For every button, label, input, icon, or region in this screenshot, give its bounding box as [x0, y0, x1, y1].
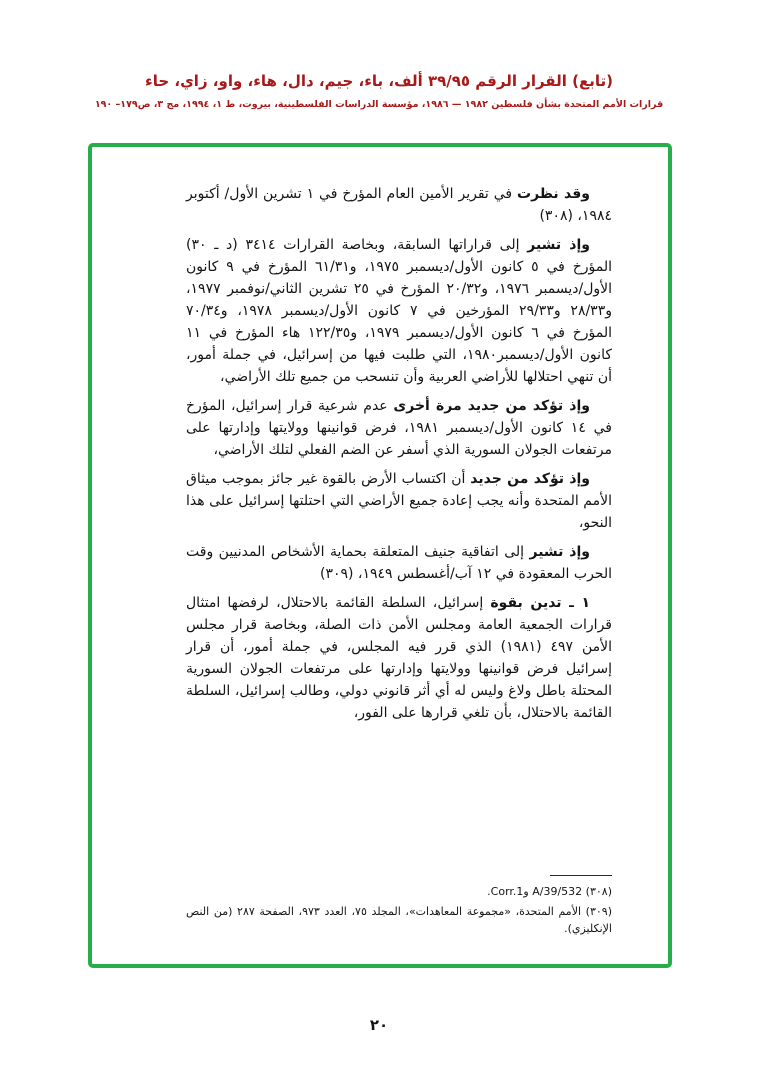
page-number: ٢٠: [369, 1016, 389, 1034]
paragraph-5-lead: وإذ تشير: [529, 544, 590, 560]
paragraph-1-text: في تقرير الأمين العام المؤرخ في ١ تشرين الأول/ أكتوبر ١٩٨٤، (٣٠٨): [186, 186, 612, 224]
paragraph-1: [186, 183, 612, 227]
paragraph-2-lead: وإذ تشير: [527, 237, 590, 253]
footnote-308: (٣٠٨) A/39/532 وCorr.1.: [487, 885, 612, 898]
paragraph-6-text: إسرائيل، السلطة القائمة بالاحتلال، لرفضها امتثال قرارات الجمعية العامة ومجلس الأمن ذات الصلة، وبخاصة قرار مجلس الأمن ٤٩٧ (١٩٨١) الذي قرر فيه المجلس، في جملة أمور، أن قرار إسرائيل فرض قوانينها وولايتها وإدارتها على مرتفعات الجولان السورية المحتلة باطل ولاغ وليس له أي أثر قانوني دولي، وطالب إسرائيل، السلطة القائمة بالاحتلال، بأن تلغي قرارها على الفور،: [186, 595, 612, 721]
paragraph-5-text: إلى اتفاقية جنيف المتعلقة بحماية الأشخاص المدنيين وقت الحرب المعقودة في ١٢ آب/أغسطس ١٩٤٩، (٣٠٩): [186, 544, 612, 582]
footnote-309: (٣٠٩) الأمم المتحدة، «مجموعة المعاهدات»، المجلد ٧٥، العدد ٩٧٣، الصفحة ٢٨٧ (من النص الإنكليزي).: [186, 905, 612, 935]
document-source-line: قرارات الأمم المتحدة بشأن فلسطين ١٩٨٢ — ١٩٨٦، مؤسسة الدراسات الفلسطينية، بيروت، ط ١، ١٩٩٤، مج ٣، ص١٧٩– ١٩٠: [94, 99, 664, 110]
paragraph-2-text: إلى قراراتها السابقة، وبخاصة القرارات ٣٤١٤ (د ـ ٣٠) المؤرخ في ٥ كانون الأول/ديسمبر ١٩٧٥، و٦١/٣١ المؤرخ في ٩ كانون الأول/ديسمبر ١٩٧٦، و٢٠/٣٢ المؤرخ في ٢٥ تشرين الثاني/نوفمبر ١٩٧٧، و٢٨/٣٣ و٢٩/٣٣ المؤرخين في ٧ كانون الأول/ديسمبر ١٩٧٨، و٧٠/٣٤ المؤرخ في ٦ كانون الأول/ديسمبر ١٩٧٩، و١٢٢/٣٥ هاء المؤرخ في ١١ كانون الأول/ديسمبر١٩٨٠، التي طلبت فيها من إسرائيل، في جملة أمور، أن تنهي احتلالها للأراضي العربية وأن تنسحب من جميع تلك الأراضي،: [186, 237, 612, 385]
paragraph-3: [186, 395, 612, 461]
paragraph-5: [186, 541, 612, 585]
footnotes: [186, 875, 612, 940]
paragraph-6-lead: ١ ـ تدين بقوة: [490, 595, 590, 611]
paragraph-4: [186, 468, 612, 534]
paragraph-4-lead: وإذ تؤكد من جديد: [470, 471, 591, 487]
paragraph-6: [186, 592, 612, 724]
document-title: (تابع) القرار الرقم ٣٩/٩٥ ألف، باء، جيم، دال، هاء، واو، زاي، حاء: [145, 72, 613, 90]
footnote-separator: [550, 875, 612, 876]
paragraph-4-text: أن اكتساب الأرض بالقوة غير جائز بموجب ميثاق الأمم المتحدة وأنه يجب إعادة جميع الأراضي التي احتلتها إسرائيل على هذا النحو،: [186, 471, 612, 531]
content-frame: [88, 143, 672, 968]
paragraph-3-text: عدم شرعية قرار إسرائيل، المؤرخ في ١٤ كانون الأول/ديسمبر ١٩٨١، فرض قوانينها وولايتها وإدارتها على مرتفعات الجولان السورية الذي أسفر عن الضم الفعلي لتلك الأراضي،: [186, 398, 612, 458]
body-text: [186, 183, 612, 731]
page-header: [0, 72, 758, 110]
paragraph-1-lead: وقد نظرت: [517, 186, 590, 202]
paragraph-2: [186, 234, 612, 388]
paragraph-3-lead: وإذ تؤكد من جديد مرة أخرى: [393, 398, 590, 414]
